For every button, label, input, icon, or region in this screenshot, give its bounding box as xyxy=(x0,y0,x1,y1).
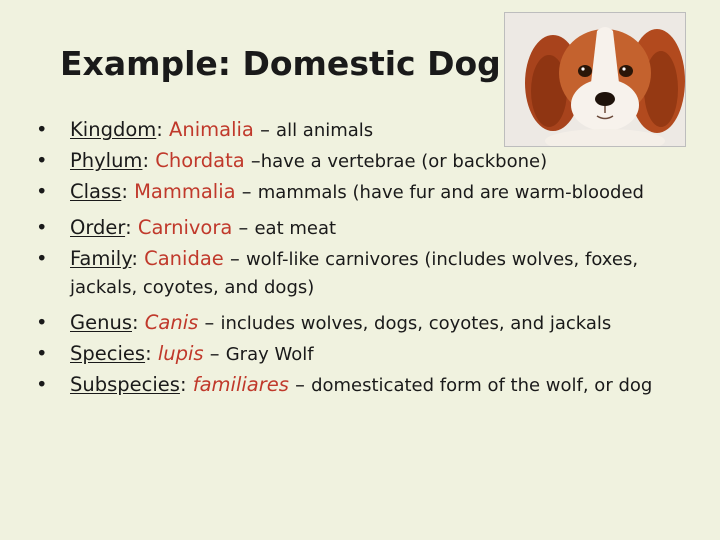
list-item-subspecies xyxy=(0,371,700,399)
dash: – xyxy=(253,118,277,141)
bullet-dot: • xyxy=(36,247,48,270)
taxon-description: eat meat xyxy=(254,218,337,239)
bullet-dot: • xyxy=(36,118,48,141)
bullet-dot: • xyxy=(36,180,48,203)
list-item-phylum xyxy=(0,147,700,175)
list-item-kingdom xyxy=(0,116,700,144)
taxon-name: Canidae xyxy=(144,247,224,270)
list-item-genus xyxy=(0,309,700,337)
dash: – xyxy=(288,373,312,396)
dash: – xyxy=(232,216,255,239)
dash: – xyxy=(198,311,221,334)
term-label: Class xyxy=(70,180,122,203)
separator: : xyxy=(142,149,156,172)
term-label: Kingdom xyxy=(70,118,157,141)
separator: : xyxy=(132,311,145,334)
taxon-description: have a vertebrae (or backbone) xyxy=(260,151,548,172)
term-label: Genus xyxy=(70,311,132,334)
separator: : xyxy=(131,247,145,270)
separator: : xyxy=(145,342,158,365)
taxon-name: Canis xyxy=(144,311,199,334)
taxon-name: Animalia xyxy=(169,118,254,141)
list-item-species xyxy=(0,340,700,368)
taxon-description: mammals (have fur and are warm-blooded xyxy=(257,182,644,203)
bullet-dot: • xyxy=(36,216,48,239)
slide-title: Example: Domestic Dog xyxy=(60,44,501,83)
bullet-dot: • xyxy=(36,311,48,334)
dash: – xyxy=(235,180,258,203)
term-label: Phylum xyxy=(70,149,143,172)
separator: : xyxy=(156,118,170,141)
term-label: Subspecies xyxy=(70,373,180,396)
taxon-name: familiares xyxy=(192,373,289,396)
taxon-description: all animals xyxy=(276,120,374,141)
bullet-dot: • xyxy=(36,342,48,365)
term-label: Species xyxy=(70,342,146,365)
dash: – xyxy=(203,342,226,365)
list-item-class xyxy=(0,178,700,206)
dash: – xyxy=(244,149,261,172)
taxon-description: Gray Wolf xyxy=(225,344,314,365)
list-item-family xyxy=(0,245,700,301)
dash: – xyxy=(223,247,246,270)
taxonomy-list xyxy=(0,116,700,407)
separator: : xyxy=(121,180,135,203)
taxon-description: wolf-like carnivores (includes wolves, foxes, jackals, coyotes, and dogs) xyxy=(70,249,639,298)
taxon-name: lupis xyxy=(157,342,204,365)
term-label: Order xyxy=(70,216,126,239)
taxon-description: includes wolves, dogs, coyotes, and jackals xyxy=(220,313,612,334)
taxon-name: Carnivora xyxy=(137,216,233,239)
taxon-name: Chordata xyxy=(155,149,245,172)
list-item-order xyxy=(0,214,700,242)
bullet-dot: • xyxy=(36,149,48,172)
separator: : xyxy=(125,216,138,239)
separator: : xyxy=(179,373,193,396)
taxon-description: domesticated form of the wolf, or dog xyxy=(311,375,653,396)
term-label: Family xyxy=(70,247,132,270)
bullet-dot: • xyxy=(36,373,48,396)
taxon-name: Mammalia xyxy=(134,180,236,203)
